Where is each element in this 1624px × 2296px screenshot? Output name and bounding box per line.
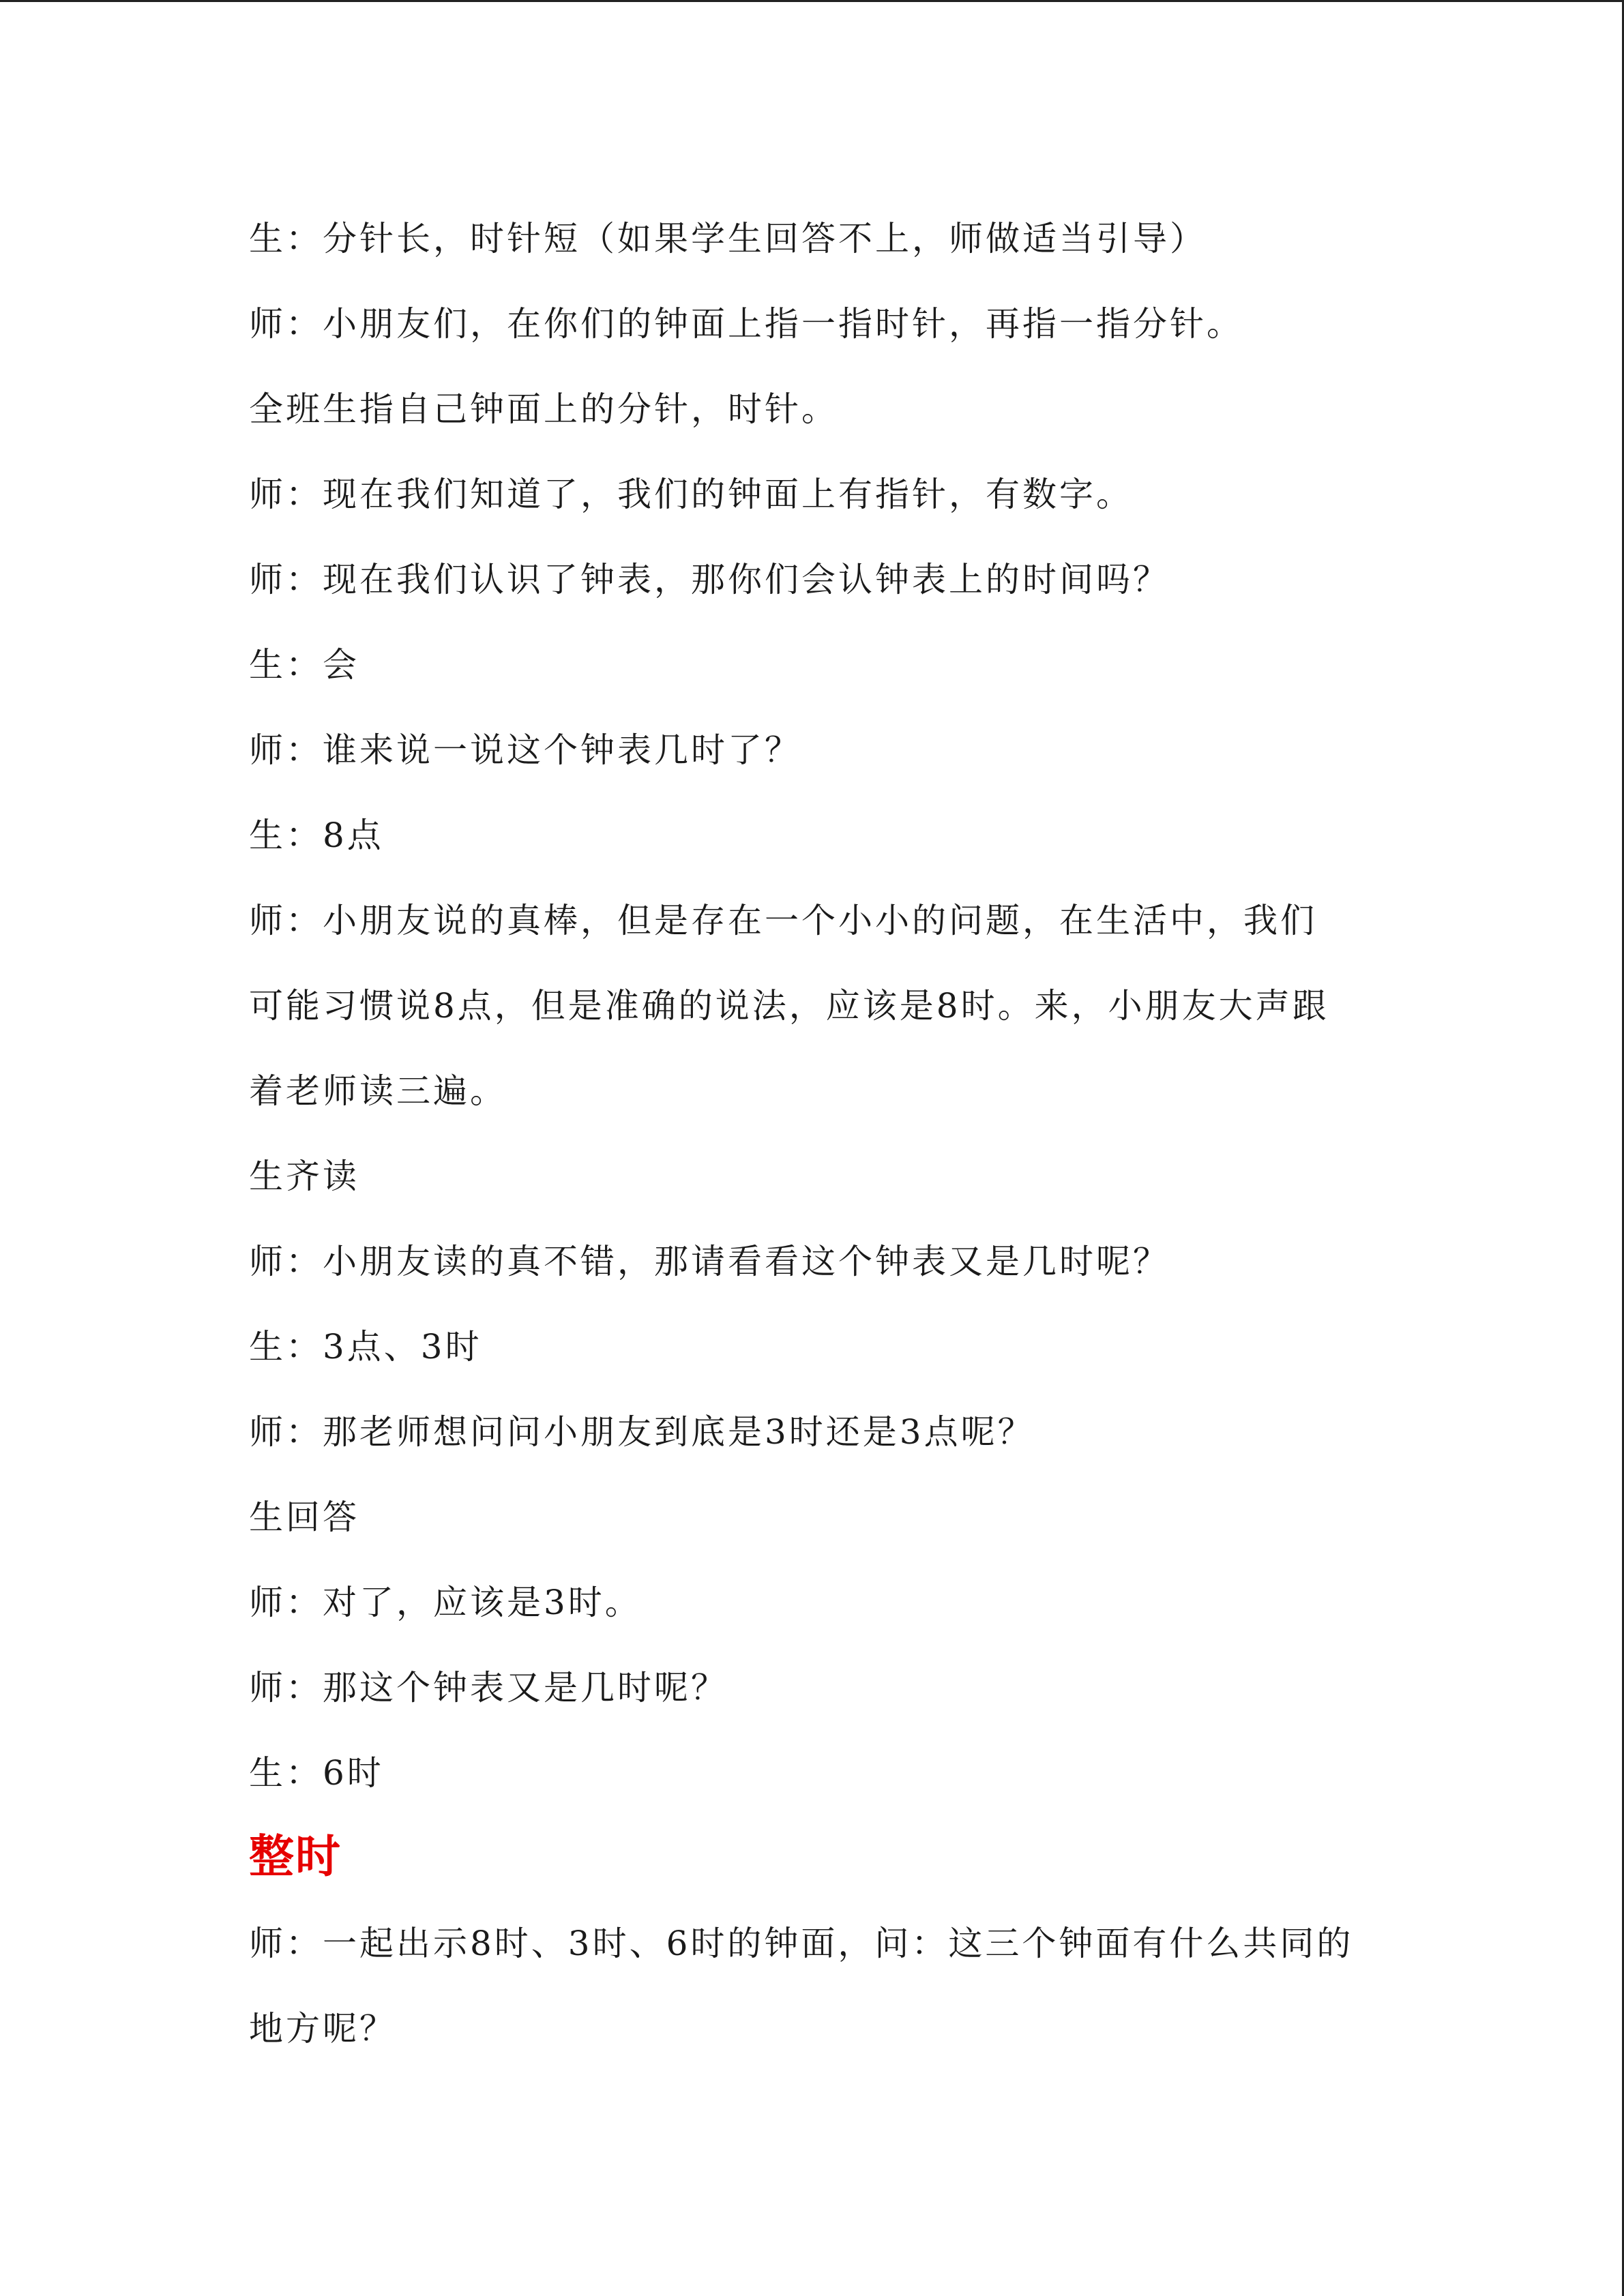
paragraph-21: 地方呢？: [249, 2009, 396, 2048]
paragraph-2: 师：小朋友们，在你们的钟面上指一指时针，再指一指分针。: [249, 304, 1243, 344]
paragraph-6: 生：会: [249, 645, 359, 685]
paragraph-12: 生齐读: [249, 1157, 359, 1196]
section-heading: 整时: [249, 1830, 342, 1883]
paragraph-20: 师：一起出示8时、3时、6时的钟面，问：这三个钟面有什么共同的: [249, 1924, 1354, 1963]
paragraph-3: 全班生指自己钟面上的分针，时针。: [249, 389, 838, 429]
paragraph-18: 师：那这个钟表又是几时呢？: [249, 1668, 728, 1708]
paragraph-13: 师：小朋友读的真不错，那请看看这个钟表又是几时呢？: [249, 1242, 1170, 1281]
paragraph-9: 师：小朋友说的真棒，但是存在一个小小的问题，在生活中，我们: [249, 901, 1317, 940]
paragraph-7: 师：谁来说一说这个钟表几时了？: [249, 730, 801, 770]
paragraph-4: 师：现在我们知道了，我们的钟面上有指针，有数字。: [249, 475, 1133, 514]
paragraph-1: 生：分针长，时针短（如果学生回答不上，师做适当引导）: [249, 219, 1207, 258]
paragraph-10: 可能习惯说8点，但是准确的说法，应该是8时。来，小朋友大声跟: [249, 986, 1329, 1026]
paragraph-14: 生：3点、3时: [249, 1327, 482, 1367]
paragraph-11: 着老师读三遍。: [249, 1071, 507, 1111]
paragraph-5: 师：现在我们认识了钟表，那你们会认钟表上的时间吗？: [249, 560, 1170, 599]
paragraph-17: 师：对了，应该是3时。: [249, 1583, 642, 1622]
paragraph-15: 师：那老师想问问小朋友到底是3时还是3点呢？: [249, 1412, 1035, 1452]
paragraph-8: 生：8点: [249, 816, 384, 855]
paragraph-16: 生回答: [249, 1497, 359, 1537]
paragraph-19: 生：6时: [249, 1753, 384, 1793]
page-top-border: [0, 0, 1624, 2]
